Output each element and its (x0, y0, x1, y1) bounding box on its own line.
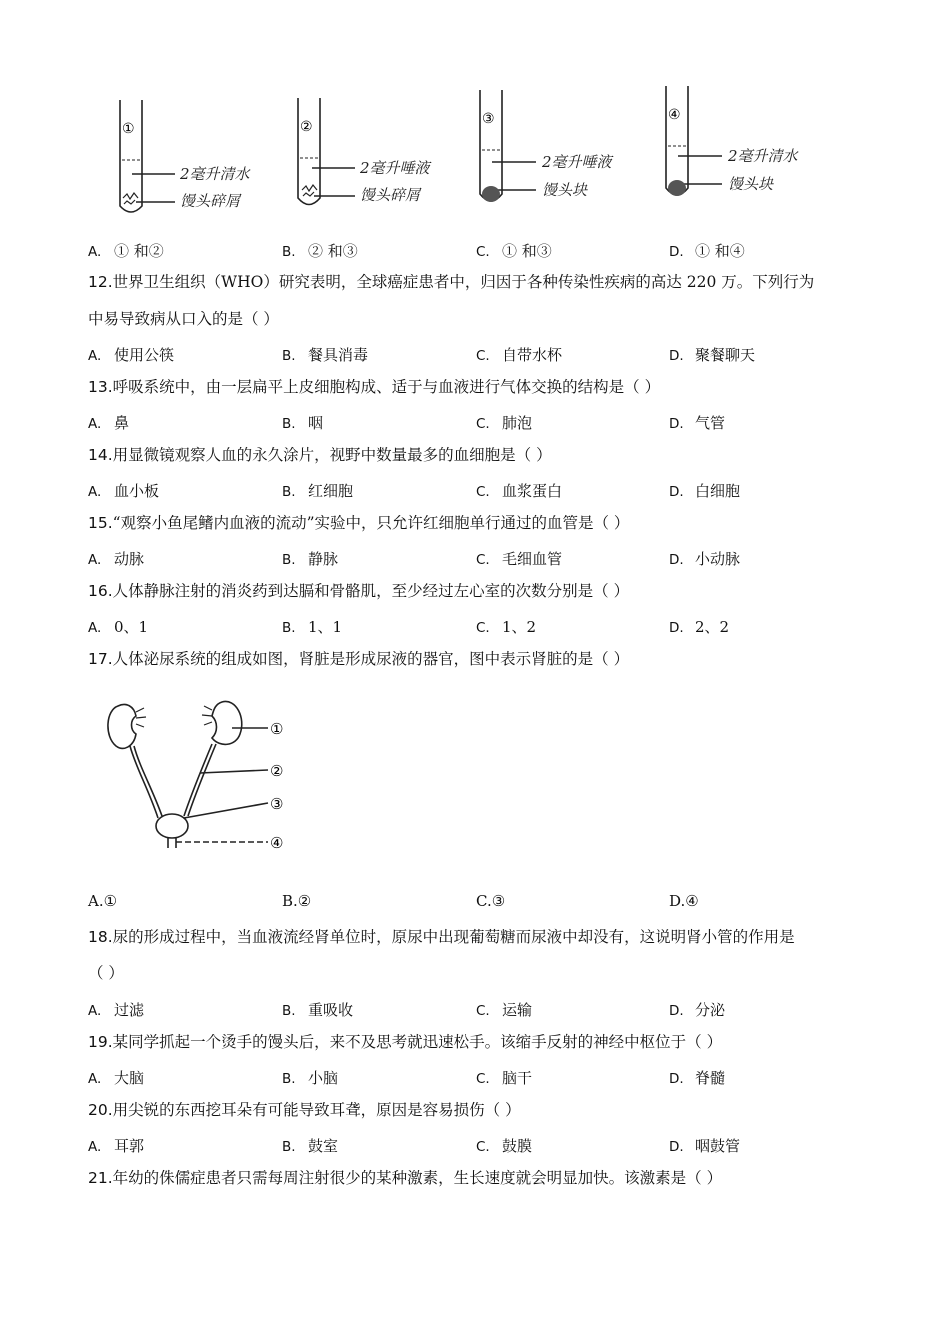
option-text: ① 和③ (502, 242, 552, 260)
option-text: 使用公筷 (114, 346, 175, 364)
option-text: 脑干 (502, 1069, 533, 1087)
q19-stem (88, 1032, 722, 1052)
tube-label-4: ④ (668, 107, 681, 123)
q20-option-a[interactable] (88, 1135, 144, 1156)
option-letter: D. (669, 244, 684, 260)
q12-option-b[interactable] (282, 344, 368, 365)
option-letter: C. (476, 348, 490, 364)
option-letter: D. (669, 1071, 684, 1087)
option-letter: D. (669, 484, 684, 500)
question-text: 某同学抓起一个烫手的馒头后，来不及思考就迅速松手。该缩手反射的神经中枢位于（ ） (112, 1033, 723, 1051)
q18-option-c[interactable] (476, 999, 532, 1020)
option-text: 小动脉 (695, 550, 741, 568)
tube-4-lower-label: 馒头块 (728, 175, 774, 193)
urinary-label-1: ① (270, 720, 284, 738)
question-text: 中易导致病从口入的是（ ） (88, 310, 279, 328)
q14-option-a[interactable] (88, 480, 159, 501)
test-tube-figure (100, 78, 840, 223)
q13-option-c[interactable] (476, 412, 532, 433)
option-text: 静脉 (308, 550, 339, 568)
q13-option-d[interactable] (669, 412, 725, 433)
option-letter: C. (476, 552, 490, 568)
option-letter: A. (88, 620, 102, 636)
q11-option-c[interactable] (476, 240, 552, 261)
question-number: 13. (88, 378, 113, 396)
option-letter: B. (282, 348, 296, 364)
option-letter: A. (88, 892, 104, 910)
option-text: 运输 (502, 1001, 533, 1019)
q18-option-d[interactable] (669, 999, 725, 1020)
question-number: 14. (88, 446, 113, 464)
option-text: ① (103, 892, 118, 910)
q11-options (88, 240, 868, 260)
question-text: 年幼的侏儒症患者只需每周注射很少的某种激素，生长速度就会明显加快。该激素是（ ） (112, 1169, 723, 1187)
q16-options (88, 616, 868, 636)
option-letter: A. (88, 552, 102, 568)
option-text: 鼓室 (308, 1137, 339, 1155)
q20-options (88, 1135, 868, 1155)
question-text: 尿的形成过程中，当血液流经肾单位时，原尿中出现葡萄糖而尿液中却没有，这说明肾小管的作用是 (112, 928, 795, 946)
question-number: 16. (88, 582, 113, 600)
option-text: 鼓膜 (502, 1137, 533, 1155)
option-text: 小脑 (308, 1069, 339, 1087)
option-letter: A. (88, 484, 102, 500)
option-text: ① 和④ (695, 242, 745, 260)
q19-option-b[interactable] (282, 1067, 338, 1088)
q19-option-c[interactable] (476, 1067, 532, 1088)
option-letter: C. (476, 244, 490, 260)
option-text: 动脉 (114, 550, 145, 568)
q14-option-d[interactable] (669, 480, 740, 501)
option-letter: B. (282, 1071, 296, 1087)
q15-options (88, 548, 868, 568)
option-text: 毛细血管 (502, 550, 563, 568)
q20-stem (88, 1100, 521, 1120)
option-text: 肺泡 (502, 414, 533, 432)
q12-option-d[interactable] (669, 344, 755, 365)
q12-option-c[interactable] (476, 344, 562, 365)
test-tube-3 (480, 90, 536, 201)
left-kidney (108, 704, 136, 748)
q14-option-b[interactable] (282, 480, 353, 501)
test-tube-2 (298, 98, 355, 205)
tube-label-3: ③ (482, 111, 495, 127)
urethra (168, 838, 176, 848)
option-text: 白细胞 (695, 482, 741, 500)
option-letter: A. (88, 348, 102, 364)
option-letter: C. (476, 1071, 490, 1087)
left-ureter (130, 746, 158, 818)
tube-2-upper-label: 2毫升唾液 (360, 159, 430, 177)
q14-stem (88, 445, 552, 465)
option-letter: B. (282, 892, 298, 910)
option-text: 聚餐聊天 (695, 346, 756, 364)
right-ureter (188, 744, 216, 816)
option-letter: A. (88, 1003, 102, 1019)
tube-1-upper-label: 2毫升清水 (180, 165, 250, 183)
q11-option-b[interactable] (282, 240, 358, 261)
q12-options (88, 344, 868, 364)
option-text: ① 和② (114, 242, 164, 260)
tube-3-upper-label: 2毫升唾液 (542, 153, 612, 171)
option-letter: D. (669, 348, 684, 364)
tube-2-lower-label: 馒头碎屑 (360, 186, 421, 204)
q17-option-b[interactable] (282, 892, 311, 910)
option-letter: B. (282, 1003, 296, 1019)
q15-option-b[interactable] (282, 548, 338, 569)
q16-option-b[interactable] (282, 616, 342, 637)
q19-option-d[interactable] (669, 1067, 725, 1088)
test-tube-1 (120, 100, 175, 212)
q20-option-c[interactable] (476, 1135, 532, 1156)
q15-stem (88, 513, 629, 533)
q13-option-a[interactable] (88, 412, 129, 433)
question-number: 20. (88, 1101, 113, 1119)
option-text: 1、1 (308, 618, 343, 636)
option-text: 重吸收 (308, 1001, 354, 1019)
option-letter: C. (476, 620, 490, 636)
urinary-label-4: ④ (270, 834, 284, 852)
question-number: 17. (88, 650, 113, 668)
q18-option-b[interactable] (282, 999, 353, 1020)
option-letter: D. (669, 552, 684, 568)
option-text: 血浆蛋白 (502, 482, 563, 500)
option-letter: B. (282, 1139, 296, 1155)
q17-option-a[interactable] (88, 892, 117, 910)
option-text: ② (297, 892, 312, 910)
q14-options (88, 480, 868, 500)
q16-option-a[interactable] (88, 616, 148, 637)
option-text: ③ (491, 892, 506, 910)
option-text: 0、1 (114, 618, 149, 636)
q17-stem (88, 649, 629, 669)
tube-label-2: ② (300, 119, 313, 135)
question-text: 用显微镜观察人血的永久涂片，视野中数量最多的血细胞是（ ） (112, 446, 552, 464)
option-text: 气管 (695, 414, 726, 432)
option-letter: C. (476, 892, 492, 910)
q17-option-d[interactable] (669, 892, 699, 910)
question-text: （ ） (88, 964, 124, 982)
question-number: 19. (88, 1033, 113, 1051)
option-letter: C. (476, 1139, 490, 1155)
option-letter: B. (282, 416, 296, 432)
q21-stem (88, 1168, 722, 1188)
urinary-system-figure (100, 688, 300, 863)
option-text: 过滤 (114, 1001, 145, 1019)
tube-3-lower-label: 馒头块 (542, 181, 588, 199)
option-letter: B. (282, 552, 296, 568)
q18-stem-line1 (88, 927, 795, 947)
q18-options (88, 999, 868, 1019)
q13-stem (88, 377, 660, 397)
question-text: 用尖锐的东西挖耳朵有可能导致耳聋，原因是容易损伤（ ） (112, 1101, 521, 1119)
urinary-label-2: ② (270, 762, 284, 780)
option-letter: D. (669, 620, 684, 636)
q12-stem-line2 (88, 309, 279, 329)
q15-option-c[interactable] (476, 548, 562, 569)
option-letter: C. (476, 484, 490, 500)
right-kidney (212, 701, 242, 744)
option-letter: A. (88, 416, 102, 432)
option-text: ② 和③ (308, 242, 358, 260)
option-letter: A. (88, 1139, 102, 1155)
q16-option-c[interactable] (476, 616, 536, 637)
option-text: 咽 (308, 414, 324, 432)
option-text: 鼻 (114, 414, 130, 432)
option-text: ④ (685, 892, 699, 910)
q16-option-d[interactable] (669, 616, 729, 637)
option-letter: C. (476, 1003, 490, 1019)
q20-option-d[interactable] (669, 1135, 740, 1156)
q19-options (88, 1067, 868, 1087)
tube-label-1: ① (122, 121, 135, 137)
option-text: 大脑 (114, 1069, 145, 1087)
option-letter: A. (88, 244, 102, 260)
option-letter: A. (88, 1071, 102, 1087)
q13-option-b[interactable] (282, 412, 323, 433)
option-letter: B. (282, 244, 296, 260)
question-number: 15. (88, 514, 113, 532)
option-text: 分泌 (695, 1001, 726, 1019)
option-letter: C. (476, 416, 490, 432)
q17-option-c[interactable] (476, 892, 505, 910)
q16-stem (88, 581, 629, 601)
q11-option-a[interactable] (88, 240, 164, 261)
option-text: 1、2 (502, 618, 537, 636)
option-text: 自带水杯 (502, 346, 563, 364)
q11-option-d[interactable] (669, 240, 745, 261)
question-text: 呼吸系统中，由一层扁平上皮细胞构成、适于与血液进行气体交换的结构是（ ） (112, 378, 661, 396)
option-letter: D. (669, 416, 684, 432)
q12-stem-line1 (88, 272, 814, 292)
q13-options (88, 412, 868, 432)
question-text: “观察小鱼尾鳍内血液的流动”实验中，只允许红细胞单行通过的血管是（ ） (112, 514, 630, 532)
q20-option-b[interactable] (282, 1135, 338, 1156)
option-letter: B. (282, 620, 296, 636)
q19-option-a[interactable] (88, 1067, 144, 1088)
q15-option-d[interactable] (669, 548, 740, 569)
tube-1-lower-label: 馒头碎屑 (180, 192, 241, 210)
q17-options (88, 892, 868, 912)
option-text: 2、2 (695, 618, 730, 636)
option-text: 餐具消毒 (308, 346, 369, 364)
q18-stem-line2 (88, 963, 124, 983)
test-tube-4 (666, 86, 722, 195)
bladder (156, 814, 188, 838)
tube-4-upper-label: 2毫升清水 (728, 147, 798, 165)
option-letter: B. (282, 484, 296, 500)
option-letter: D. (669, 1003, 684, 1019)
option-text: 脊髓 (695, 1069, 726, 1087)
q14-option-c[interactable] (476, 480, 562, 501)
option-text: 血小板 (114, 482, 160, 500)
question-number: 21. (88, 1169, 113, 1187)
question-text: 世界卫生组织（WHO）研究表明，全球癌症患者中，归因于各种传染性疾病的高达 220 万。下列行为 (112, 273, 815, 291)
question-text: 人体静脉注射的消炎药到达膈和骨骼肌，至少经过左心室的次数分别是（ ） (112, 582, 630, 600)
question-number: 18. (88, 928, 113, 946)
option-text: 耳郭 (114, 1137, 145, 1155)
option-text: 红细胞 (308, 482, 354, 500)
option-letter: D. (669, 892, 686, 910)
urinary-label-3: ③ (270, 795, 284, 813)
q18-option-a[interactable] (88, 999, 144, 1020)
q15-option-a[interactable] (88, 548, 144, 569)
option-letter: D. (669, 1139, 684, 1155)
question-number: 12. (88, 273, 113, 291)
option-text: 咽鼓管 (695, 1137, 741, 1155)
question-text: 人体泌尿系统的组成如图，肾脏是形成尿液的器官，图中表示肾脏的是（ ） (112, 650, 630, 668)
q12-option-a[interactable] (88, 344, 174, 365)
